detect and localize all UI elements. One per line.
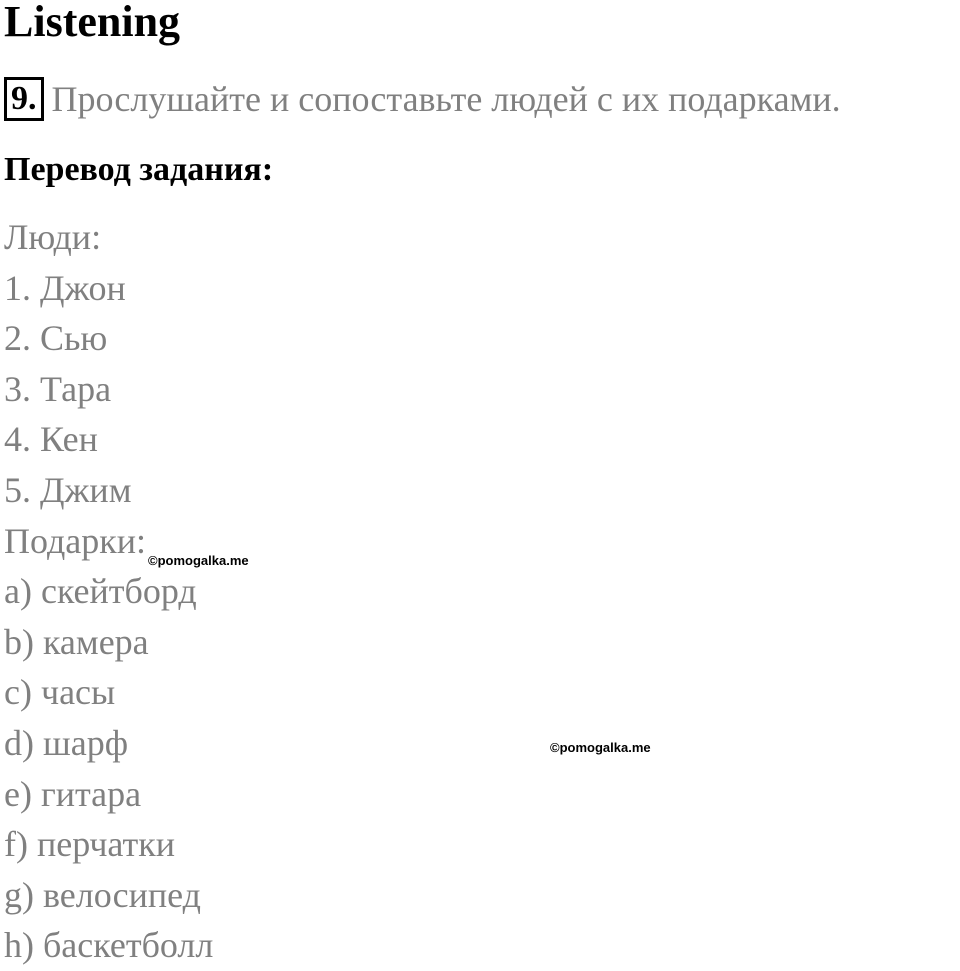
list-item-person-1: 1. Джон <box>4 267 126 308</box>
list-item-gifts-label: Подарки: <box>4 520 147 561</box>
task-row <box>4 76 841 122</box>
translation-list <box>4 212 213 971</box>
list-item-people-label: Люди: <box>4 217 102 257</box>
list-item-gift-d: d) шарф <box>4 722 129 763</box>
page-title: Listening <box>4 0 181 46</box>
list-item-gift-h: h) баскетболл <box>4 925 214 966</box>
task-number-badge: 9. <box>4 77 44 121</box>
list-item-person-3: 3. Тара <box>4 368 112 409</box>
list-item-person-4: 4. Кен <box>4 419 98 460</box>
list-item-gift-f: f) перчатки <box>4 824 175 865</box>
list-item-gift-b: b) камера <box>4 621 149 662</box>
list-item-gift-e: e) гитара <box>4 773 142 814</box>
list-item-person-2: 2. Сью <box>4 318 108 359</box>
watermark: ©pomogalka.me <box>550 740 651 755</box>
translation-heading: Перевод задания: <box>4 151 274 188</box>
list-item-gift-a: a) скейтборд <box>4 571 197 612</box>
watermark: ©pomogalka.me <box>148 553 249 568</box>
list-item-gift-g: g) велосипед <box>4 874 201 915</box>
task-instruction: Прослушайте и сопоставьте людей с их подарками. <box>51 79 841 119</box>
list-item-person-5: 5. Джим <box>4 469 132 510</box>
list-item-gift-c: c) часы <box>4 672 116 713</box>
